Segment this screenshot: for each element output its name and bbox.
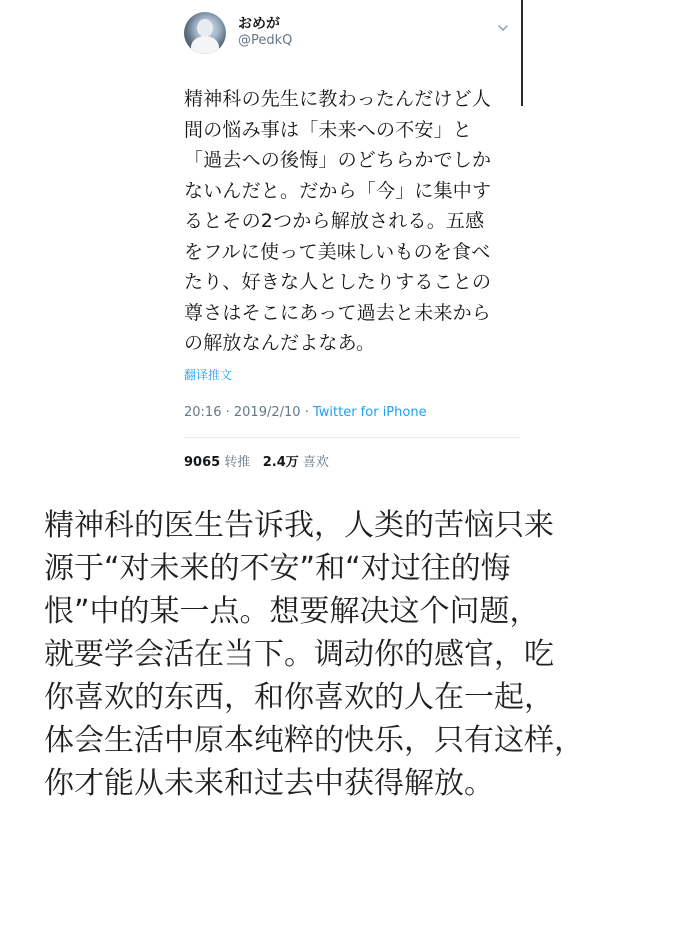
tweet-card bbox=[168, 0, 520, 478]
avatar-face bbox=[197, 19, 213, 37]
card-edge-line bbox=[521, 0, 523, 106]
tweet-text-line: ないんだと。だから「今」に集中す bbox=[184, 179, 492, 202]
like-label: 喜欢 bbox=[302, 455, 329, 470]
tweet-stats bbox=[184, 451, 329, 470]
tweet-source-link[interactable]: Twitter for iPhone bbox=[312, 405, 427, 420]
retweet-label: 转推 bbox=[224, 455, 251, 470]
avatar-body bbox=[191, 36, 219, 54]
display-name[interactable]: おめが bbox=[238, 16, 280, 32]
translate-tweet-link[interactable]: 翻译推文 bbox=[184, 368, 233, 382]
retweet-stat[interactable] bbox=[184, 455, 250, 470]
tweet-text-line: 間の悩み事は「未来への不安」と bbox=[184, 118, 473, 141]
translation-line: 源于“对未来的不安”和“对过往的悔 bbox=[44, 551, 511, 586]
meta-separator: · bbox=[304, 405, 309, 420]
tweet-text-line: るとその2つから解放される。五感 bbox=[184, 210, 485, 232]
tweet-text-line: をフルに使って美味しいものを食べ bbox=[184, 240, 491, 263]
like-count: 2.4万 bbox=[262, 455, 299, 470]
translation-line: 你才能从未来和过去中获得解放。 bbox=[44, 766, 494, 801]
tweet-meta bbox=[184, 405, 427, 420]
divider bbox=[184, 437, 520, 438]
tweet-text-line: たり、好きな人としたりすることの bbox=[184, 271, 492, 293]
tweet-date[interactable]: 2019/2/10 bbox=[233, 405, 301, 420]
translation-line: 精神科的医生告诉我，人类的苦恼只来 bbox=[44, 508, 554, 543]
avatar[interactable] bbox=[184, 12, 226, 54]
meta-separator: · bbox=[225, 405, 230, 420]
chinese-translation bbox=[44, 504, 684, 805]
like-stat[interactable] bbox=[263, 455, 329, 470]
tweet-text-line: 「過去への後悔」のどちらかでしか bbox=[184, 149, 492, 171]
tweet-text-line: 尊さはそこにあって過去と未来から bbox=[184, 301, 492, 324]
translation-line: 你喜欢的东西，和你喜欢的人在一起， bbox=[44, 680, 554, 715]
tweet-text bbox=[184, 84, 514, 359]
translation-line: 就要学会活在当下。调动你的感官，吃 bbox=[44, 637, 554, 672]
translation-line: 体会生活中原本纯粹的快乐，只有这样， bbox=[44, 723, 584, 758]
tweet-text-line: 精神科の先生に教わったんだけど人 bbox=[184, 88, 492, 110]
retweet-count: 9065 bbox=[184, 455, 221, 470]
tweet-text-line: の解放なんだよなあ。 bbox=[184, 332, 376, 354]
chevron-down-icon[interactable] bbox=[497, 22, 509, 34]
tweet-time[interactable]: 20:16 bbox=[184, 405, 222, 420]
translation-line: 恨”中的某一点。想要解决这个问题， bbox=[44, 594, 540, 629]
user-handle[interactable]: @PedkQ bbox=[238, 33, 293, 48]
